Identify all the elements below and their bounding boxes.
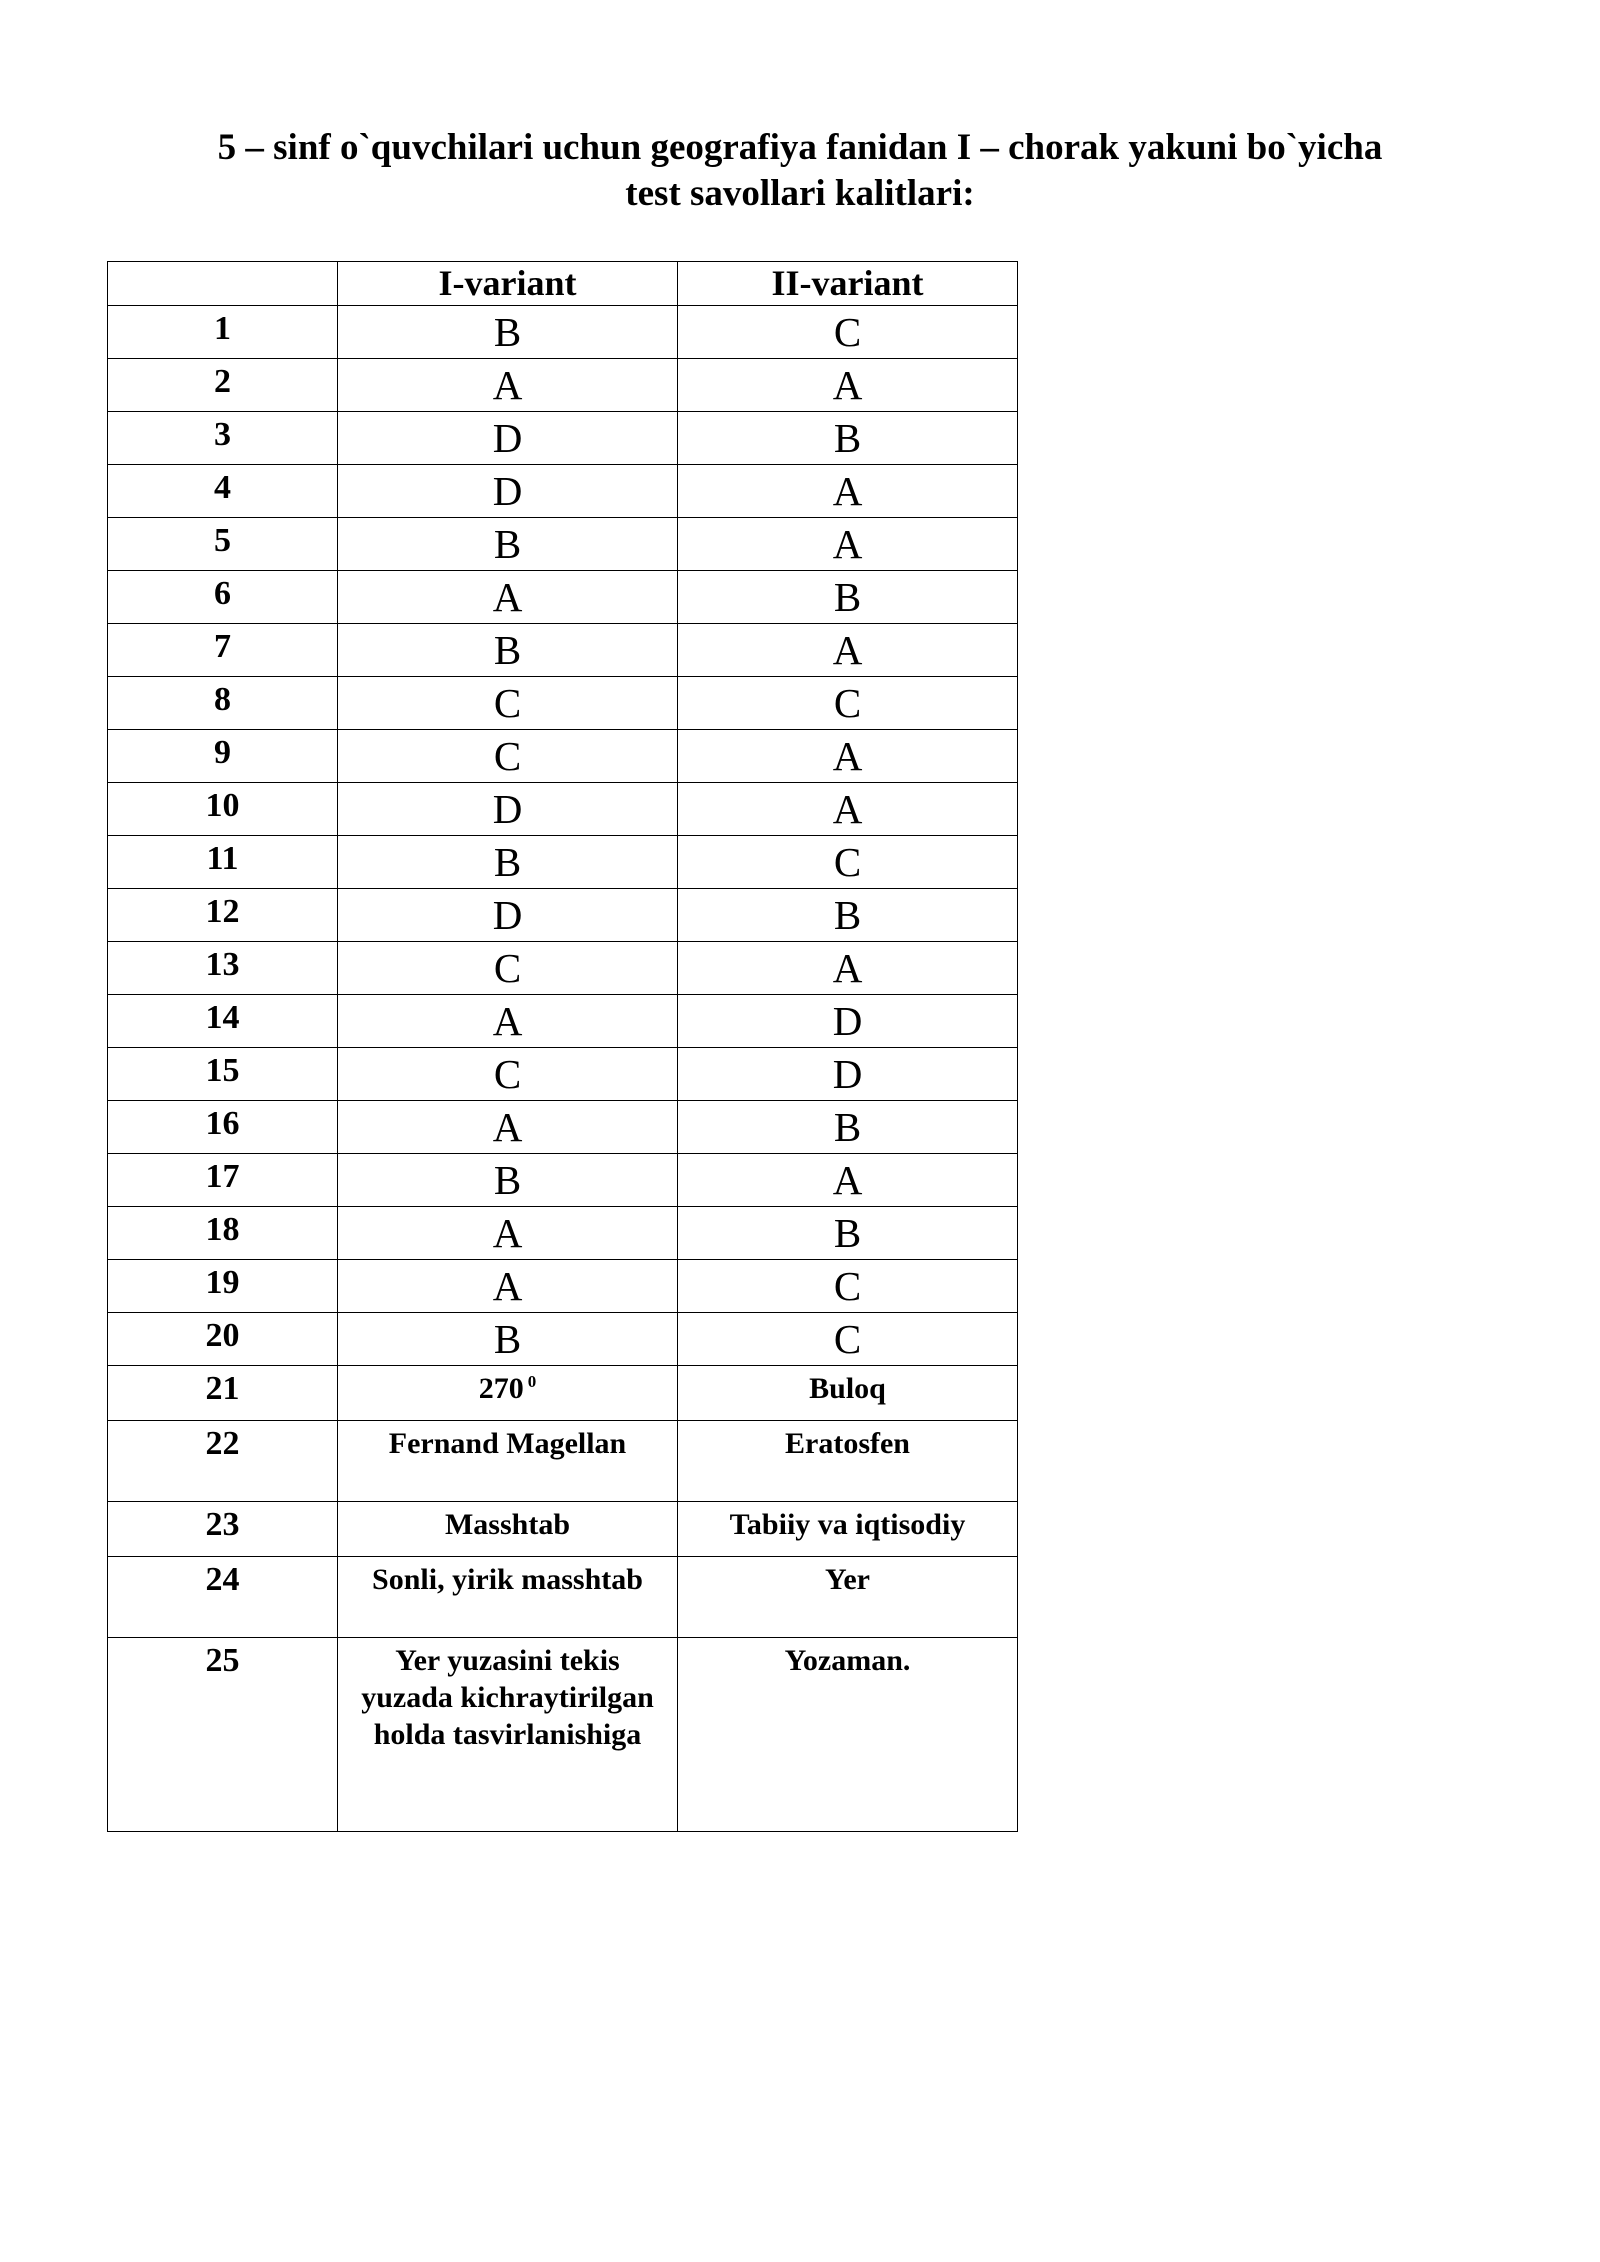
question-number: 23 [108, 1502, 338, 1557]
question-number: 21 [108, 1366, 338, 1421]
question-number: 9 [108, 730, 338, 783]
question-number: 24 [108, 1557, 338, 1638]
variant-2-answer: Tabiiy va iqtisodiy [678, 1502, 1018, 1557]
variant-1-answer: A [338, 995, 678, 1048]
table-row [108, 1154, 1018, 1207]
variant-1-answer: B [338, 1154, 678, 1207]
variant-2-answer: A [678, 730, 1018, 783]
table-row [108, 306, 1018, 359]
question-number: 13 [108, 942, 338, 995]
variant-1-answer: A [338, 1101, 678, 1154]
variant-2-answer: Eratosfen [678, 1421, 1018, 1502]
table-row [108, 571, 1018, 624]
table-row [108, 624, 1018, 677]
variant-1-answer-text: Yer yuzasini tekis yuzada kichraytirilgan holda tasvirlanishiga [361, 1644, 654, 1751]
answer-key-table [107, 261, 1018, 1832]
angle-value: 270 [478, 1372, 524, 1405]
table-row [108, 730, 1018, 783]
table-row [108, 677, 1018, 730]
question-number: 14 [108, 995, 338, 1048]
variant-1-answer [338, 1638, 678, 1832]
variant-1-answer: D [338, 465, 678, 518]
question-number: 5 [108, 518, 338, 571]
variant-2-answer: Buloq [678, 1366, 1018, 1421]
table-row [108, 889, 1018, 942]
variant-2-answer: A [678, 465, 1018, 518]
question-number: 19 [108, 1260, 338, 1313]
table-row [108, 1260, 1018, 1313]
table-row [108, 836, 1018, 889]
variant-2-answer: B [678, 412, 1018, 465]
question-number: 11 [108, 836, 338, 889]
question-number: 1 [108, 306, 338, 359]
table-header-row [108, 262, 1018, 306]
table-row [108, 995, 1018, 1048]
variant-1-answer: C [338, 1048, 678, 1101]
question-number: 17 [108, 1154, 338, 1207]
table-row [108, 1207, 1018, 1260]
variant-2-answer: A [678, 624, 1018, 677]
variant-1-answer: B [338, 1313, 678, 1366]
question-number: 4 [108, 465, 338, 518]
question-number: 18 [108, 1207, 338, 1260]
table-row [108, 465, 1018, 518]
variant-2-answer: C [678, 836, 1018, 889]
variant-1-answer: Masshtab [338, 1502, 678, 1557]
variant-2-answer: D [678, 1048, 1018, 1101]
table-row [108, 783, 1018, 836]
question-number: 8 [108, 677, 338, 730]
question-number: 15 [108, 1048, 338, 1101]
question-number: 25 [108, 1638, 338, 1832]
table-row [108, 1557, 1018, 1638]
variant-1-answer: B [338, 624, 678, 677]
variant-2-answer: B [678, 571, 1018, 624]
variant-1-answer: Fernand Magellan [338, 1421, 678, 1502]
variant-2-answer: B [678, 889, 1018, 942]
variant-1-answer: C [338, 730, 678, 783]
variant-2-answer: C [678, 1313, 1018, 1366]
question-number: 22 [108, 1421, 338, 1502]
table-row [108, 1421, 1018, 1502]
header-cell-number [108, 262, 338, 306]
variant-1-answer: B [338, 518, 678, 571]
question-number: 12 [108, 889, 338, 942]
variant-2-answer: B [678, 1101, 1018, 1154]
variant-2-answer: Yozaman. [678, 1638, 1018, 1832]
table-row [108, 518, 1018, 571]
table-row [108, 1366, 1018, 1421]
table-row [108, 412, 1018, 465]
variant-2-answer: A [678, 359, 1018, 412]
question-number: 7 [108, 624, 338, 677]
variant-1-answer: B [338, 306, 678, 359]
variant-1-answer: D [338, 783, 678, 836]
question-number: 6 [108, 571, 338, 624]
variant-1-answer: B [338, 836, 678, 889]
variant-1-answer: D [338, 889, 678, 942]
variant-2-answer: Yer [678, 1557, 1018, 1638]
degree-superscript: 0 [527, 1372, 537, 1391]
question-number: 16 [108, 1101, 338, 1154]
variant-1-answer: D [338, 412, 678, 465]
table-row [108, 1048, 1018, 1101]
header-cell-variant-1: I-variant [338, 262, 678, 306]
table-row [108, 1313, 1018, 1366]
variant-2-answer: C [678, 677, 1018, 730]
question-number: 10 [108, 783, 338, 836]
variant-2-answer: D [678, 995, 1018, 1048]
variant-2-answer: A [678, 783, 1018, 836]
table-row [108, 942, 1018, 995]
table-row [108, 1638, 1018, 1832]
table-row [108, 359, 1018, 412]
variant-2-answer: C [678, 306, 1018, 359]
variant-1-answer: A [338, 1260, 678, 1313]
header-cell-variant-2: II-variant [678, 262, 1018, 306]
question-number: 2 [108, 359, 338, 412]
variant-1-answer: A [338, 571, 678, 624]
variant-1-answer: Sonli, yirik masshtab [338, 1557, 678, 1638]
page-title [0, 125, 1600, 217]
question-number: 3 [108, 412, 338, 465]
title-line-1: 5 – sinf o`quvchilari uchun geografiya fanidan I – chorak yakuni bo`yicha [217, 127, 1383, 168]
title-line-2: test savollari kalitlari: [625, 173, 975, 214]
variant-2-answer: C [678, 1260, 1018, 1313]
variant-1-answer: A [338, 359, 678, 412]
variant-2-answer: A [678, 1154, 1018, 1207]
question-number: 20 [108, 1313, 338, 1366]
variant-2-answer: B [678, 1207, 1018, 1260]
variant-2-answer: A [678, 518, 1018, 571]
variant-1-answer: C [338, 942, 678, 995]
table-row [108, 1101, 1018, 1154]
variant-1-answer: C [338, 677, 678, 730]
variant-1-answer [338, 1366, 678, 1421]
variant-1-answer: A [338, 1207, 678, 1260]
table-row [108, 1502, 1018, 1557]
variant-2-answer: A [678, 942, 1018, 995]
